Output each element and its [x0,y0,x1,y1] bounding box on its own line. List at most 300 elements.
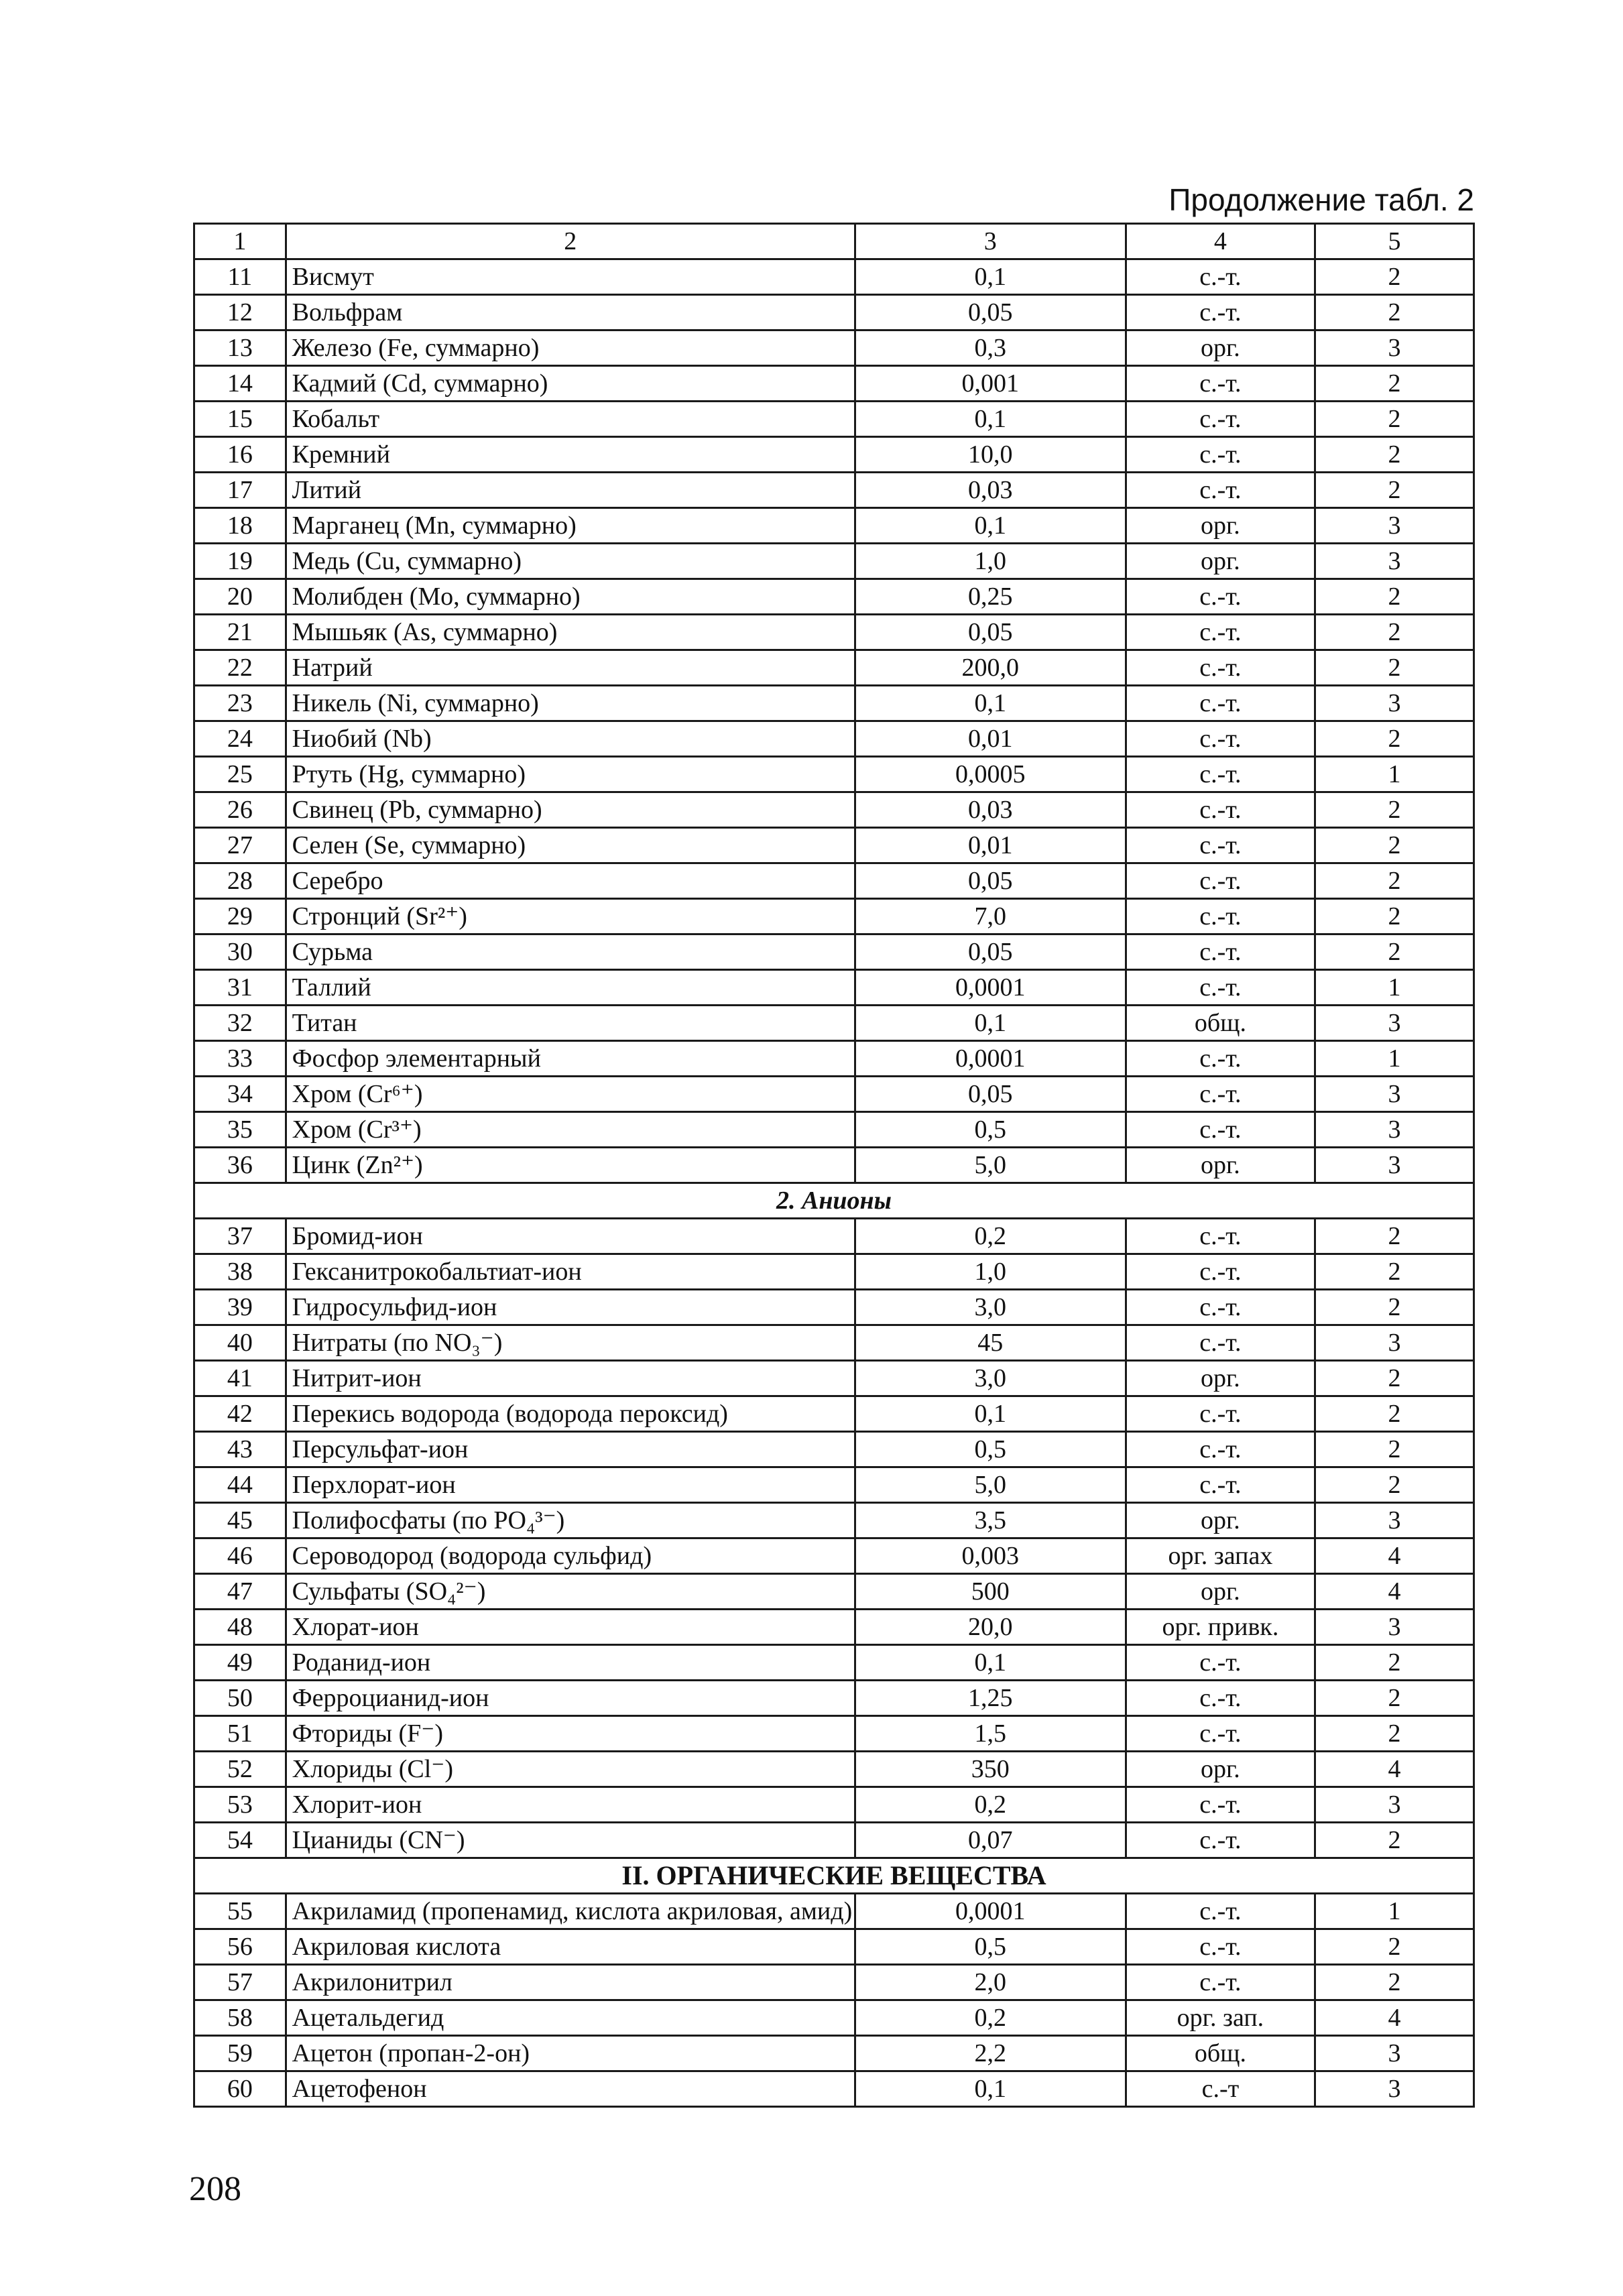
substance-name-cell: Кремний [286,437,855,473]
row-number-cell: 29 [194,899,286,934]
substance-name-cell: Сероводород (водорода сульфид) [286,1538,855,1574]
hazard-class-cell: 2 [1315,828,1474,863]
concentration-cell: 0,0001 [855,970,1126,1006]
hazard-indicator-cell: с.-т. [1126,863,1315,899]
hazard-indicator-cell: орг. [1126,1503,1315,1538]
concentration-cell: 3,0 [855,1361,1126,1396]
row-number-cell: 23 [194,686,286,721]
table-row [194,1645,1474,1681]
hazard-class-cell: 1 [1315,1894,1474,1929]
hazard-indicator-cell: с.-т. [1126,295,1315,330]
hazard-class-cell: 2 [1315,1361,1474,1396]
concentration-cell: 0,0001 [855,1894,1126,1929]
hazard-indicator-cell: с.-т. [1126,1645,1315,1681]
hazard-indicator-cell: орг. [1126,544,1315,579]
table-caption: Продолжение табл. 2 [1168,182,1474,217]
table-row [194,1929,1474,1965]
substance-name-cell: Таллий [286,970,855,1006]
row-number-cell: 59 [194,2036,286,2071]
substance-name-cell: Ртуть (Hg, суммарно) [286,757,855,792]
concentration-cell: 0,2 [855,1787,1126,1823]
concentration-cell: 0,01 [855,721,1126,757]
table-row [194,1467,1474,1503]
table-row [194,295,1474,330]
row-number-cell: 51 [194,1716,286,1752]
section-heading-row [194,1183,1474,1219]
concentration-cell: 10,0 [855,437,1126,473]
concentration-cell: 1,5 [855,1716,1126,1752]
hazard-class-cell: 3 [1315,1006,1474,1041]
hazard-class-cell: 4 [1315,1752,1474,1787]
hazard-indicator-cell: с.-т. [1126,402,1315,437]
header-cell-5: 5 [1315,224,1474,259]
concentration-cell: 0,3 [855,330,1126,366]
concentration-cell: 0,05 [855,615,1126,650]
hazard-class-cell: 2 [1315,1219,1474,1254]
row-number-cell: 56 [194,1929,286,1965]
concentration-cell: 0,5 [855,1929,1126,1965]
hazard-indicator-cell: с.-т. [1126,1254,1315,1290]
hazard-indicator-cell: с.-т. [1126,615,1315,650]
table-row [194,1503,1474,1538]
hazard-indicator-cell: с.-т. [1126,686,1315,721]
row-number-cell: 50 [194,1681,286,1716]
concentration-cell: 0,1 [855,508,1126,544]
concentration-cell: 200,0 [855,650,1126,686]
table-row [194,2071,1474,2107]
substance-name-cell: Кадмий (Cd, суммарно) [286,366,855,402]
row-number-cell: 25 [194,757,286,792]
substance-name-cell: Серебро [286,863,855,899]
hazard-indicator-cell: с.-т. [1126,828,1315,863]
concentration-cell: 0,0001 [855,1041,1126,1077]
row-number-cell: 54 [194,1823,286,1858]
row-number-cell: 16 [194,437,286,473]
page-number: 208 [189,2170,241,2208]
table-row [194,828,1474,863]
concentration-cell: 0,001 [855,366,1126,402]
hazard-indicator-cell: орг. запах [1126,1538,1315,1574]
table-row [194,1219,1474,1254]
concentration-cell: 2,0 [855,1965,1126,2000]
hazard-class-cell: 2 [1315,1254,1474,1290]
hazard-indicator-cell: орг. привк. [1126,1610,1315,1645]
hazard-indicator-cell: с.-т. [1126,1467,1315,1503]
hazard-indicator-cell: орг. [1126,330,1315,366]
substance-name-cell: Ферроцианид-ион [286,1681,855,1716]
substance-name-cell: Ацетофенон [286,2071,855,2107]
hazard-indicator-cell: с.-т. [1126,1929,1315,1965]
table-row [194,1148,1474,1183]
concentration-cell: 0,03 [855,792,1126,828]
row-number-cell: 33 [194,1041,286,1077]
concentration-cell: 0,05 [855,1077,1126,1112]
concentration-cell: 20,0 [855,1610,1126,1645]
substance-name-cell: Свинец (Pb, суммарно) [286,792,855,828]
hazard-class-cell: 2 [1315,1716,1474,1752]
table-row [194,1716,1474,1752]
row-number-cell: 34 [194,1077,286,1112]
row-number-cell: 47 [194,1574,286,1610]
header-cell-3: 3 [855,224,1126,259]
row-number-cell: 28 [194,863,286,899]
hazard-class-cell: 3 [1315,2036,1474,2071]
concentration-cell: 0,01 [855,828,1126,863]
table-row [194,2036,1474,2071]
hazard-class-cell: 2 [1315,1290,1474,1325]
row-number-cell: 30 [194,934,286,970]
table-body [194,224,1474,2107]
row-number-cell: 11 [194,259,286,295]
hazard-indicator-cell: с.-т. [1126,1823,1315,1858]
concentration-cell: 0,1 [855,686,1126,721]
row-number-cell: 18 [194,508,286,544]
table-row [194,1396,1474,1432]
substance-name-cell: Перекись водорода (водорода пероксид) [286,1396,855,1432]
substance-name-cell: Фосфор элементарный [286,1041,855,1077]
hazard-class-cell: 3 [1315,544,1474,579]
hazard-indicator-cell: с.-т. [1126,1325,1315,1361]
hazard-indicator-cell: с.-т [1126,2071,1315,2107]
concentration-cell: 1,0 [855,1254,1126,1290]
substance-name-cell: Висмут [286,259,855,295]
substance-name-cell: Натрий [286,650,855,686]
table-row [194,615,1474,650]
row-number-cell: 49 [194,1645,286,1681]
substance-name-cell: Никель (Ni, суммарно) [286,686,855,721]
substance-name-cell: Молибден (Mo, суммарно) [286,579,855,615]
table-row [194,437,1474,473]
concentration-cell: 0,5 [855,1112,1126,1148]
table-row [194,1538,1474,1574]
substance-name-cell: Титан [286,1006,855,1041]
hazard-class-cell: 2 [1315,721,1474,757]
hazard-indicator-cell: с.-т. [1126,1396,1315,1432]
concentration-cell: 0,1 [855,259,1126,295]
table-row [194,934,1474,970]
table-row [194,259,1474,295]
table-row [194,579,1474,615]
row-number-cell: 32 [194,1006,286,1041]
hazard-class-cell: 3 [1315,1610,1474,1645]
substance-name-cell: Хром (Cr⁶⁺) [286,1077,855,1112]
hazard-class-cell: 1 [1315,757,1474,792]
hazard-class-cell: 3 [1315,2071,1474,2107]
hazard-indicator-cell: орг. [1126,1574,1315,1610]
hazard-class-cell: 1 [1315,970,1474,1006]
hazard-indicator-cell: с.-т. [1126,579,1315,615]
table-row [194,650,1474,686]
row-number-cell: 46 [194,1538,286,1574]
row-number-cell: 55 [194,1894,286,1929]
row-number-cell: 20 [194,579,286,615]
row-number-cell: 60 [194,2071,286,2107]
table-row [194,721,1474,757]
hazard-class-cell: 2 [1315,259,1474,295]
table-row [194,1006,1474,1041]
table-row [194,1077,1474,1112]
hazard-class-cell: 2 [1315,863,1474,899]
concentration-cell: 0,5 [855,1432,1126,1467]
substance-name-cell: Гидросульфид-ион [286,1290,855,1325]
concentration-cell: 0,1 [855,2071,1126,2107]
table-row [194,1965,1474,2000]
hazard-indicator-cell: общ. [1126,2036,1315,2071]
substance-name-cell: Перхлорат-ион [286,1467,855,1503]
hazard-class-cell: 2 [1315,1432,1474,1467]
row-number-cell: 45 [194,1503,286,1538]
concentration-cell: 500 [855,1574,1126,1610]
hazard-indicator-cell: с.-т. [1126,1041,1315,1077]
substance-name-cell: Акриламид (пропенамид, кислота акриловая, амид) [286,1894,855,1929]
hazard-indicator-cell: с.-т. [1126,1965,1315,2000]
concentration-cell: 5,0 [855,1148,1126,1183]
substance-name-cell: Марганец (Mn, суммарно) [286,508,855,544]
concentration-cell: 0,1 [855,1396,1126,1432]
substances-table [193,223,1475,2108]
hazard-indicator-cell: с.-т. [1126,934,1315,970]
hazard-class-cell: 2 [1315,792,1474,828]
concentration-cell: 0,25 [855,579,1126,615]
hazard-class-cell: 2 [1315,650,1474,686]
substance-name-cell: Ниобий (Nb) [286,721,855,757]
row-number-cell: 58 [194,2000,286,2036]
substance-name-cell: Нитрит-ион [286,1361,855,1396]
substance-name-cell: Мышьяк (As, суммарно) [286,615,855,650]
hazard-class-cell: 2 [1315,1823,1474,1858]
concentration-cell: 0,003 [855,1538,1126,1574]
table-row [194,1112,1474,1148]
substance-name-cell: Хлорит-ион [286,1787,855,1823]
row-number-cell: 27 [194,828,286,863]
hazard-indicator-cell: с.-т. [1126,473,1315,508]
row-number-cell: 35 [194,1112,286,1148]
concentration-cell: 0,03 [855,473,1126,508]
hazard-indicator-cell: с.-т. [1126,970,1315,1006]
substance-name-cell: Сульфаты (SO₄²⁻) [286,1574,855,1610]
hazard-indicator-cell: с.-т. [1126,437,1315,473]
concentration-cell: 0,2 [855,2000,1126,2036]
hazard-indicator-cell: с.-т. [1126,259,1315,295]
hazard-class-cell: 3 [1315,330,1474,366]
hazard-class-cell: 2 [1315,473,1474,508]
table-row [194,757,1474,792]
substance-name-cell: Цианиды (CN⁻) [286,1823,855,1858]
row-number-cell: 44 [194,1467,286,1503]
hazard-class-cell: 2 [1315,437,1474,473]
hazard-indicator-cell: с.-т. [1126,366,1315,402]
hazard-indicator-cell: с.-т. [1126,1894,1315,1929]
hazard-class-cell: 2 [1315,1396,1474,1432]
substance-name-cell: Ацетон (пропан-2-он) [286,2036,855,2071]
substance-name-cell: Хром (Cr³⁺) [286,1112,855,1148]
substance-name-cell: Вольфрам [286,295,855,330]
hazard-indicator-cell: с.-т. [1126,1716,1315,1752]
substance-name-cell: Селен (Se, суммарно) [286,828,855,863]
substance-name-cell: Кобальт [286,402,855,437]
table-row [194,1610,1474,1645]
concentration-cell: 0,1 [855,1645,1126,1681]
substance-name-cell: Хлориды (Cl⁻) [286,1752,855,1787]
hazard-indicator-cell: орг. [1126,1361,1315,1396]
row-number-cell: 24 [194,721,286,757]
row-number-cell: 12 [194,295,286,330]
header-cell-2: 2 [286,224,855,259]
hazard-indicator-cell: орг. зап. [1126,2000,1315,2036]
hazard-indicator-cell: общ. [1126,1006,1315,1041]
hazard-class-cell: 2 [1315,1467,1474,1503]
concentration-cell: 0,07 [855,1823,1126,1858]
concentration-cell: 3,5 [855,1503,1126,1538]
hazard-indicator-cell: орг. [1126,1752,1315,1787]
row-number-cell: 53 [194,1787,286,1823]
concentration-cell: 1,0 [855,544,1126,579]
hazard-class-cell: 2 [1315,1645,1474,1681]
substance-name-cell: Сурьма [286,934,855,970]
section-heading: II. ОРГАНИЧЕСКИЕ ВЕЩЕСТВА [194,1858,1474,1894]
hazard-indicator-cell: с.-т. [1126,792,1315,828]
table-row [194,1432,1474,1467]
substance-name-cell: Ацетальдегид [286,2000,855,2036]
substance-name-cell: Литий [286,473,855,508]
row-number-cell: 38 [194,1254,286,1290]
hazard-class-cell: 2 [1315,402,1474,437]
hazard-class-cell: 4 [1315,1538,1474,1574]
hazard-class-cell: 3 [1315,1148,1474,1183]
table-row [194,508,1474,544]
table-row [194,863,1474,899]
row-number-cell: 37 [194,1219,286,1254]
table-row [194,899,1474,934]
substance-name-cell: Акриловая кислота [286,1929,855,1965]
table-row [194,970,1474,1006]
row-number-cell: 15 [194,402,286,437]
hazard-indicator-cell: с.-т. [1126,1077,1315,1112]
hazard-class-cell: 2 [1315,579,1474,615]
concentration-cell: 3,0 [855,1290,1126,1325]
concentration-cell: 0,0005 [855,757,1126,792]
row-number-cell: 48 [194,1610,286,1645]
hazard-indicator-cell: с.-т. [1126,1787,1315,1823]
row-number-cell: 43 [194,1432,286,1467]
substance-name-cell: Гексанитрокобальтиат-ион [286,1254,855,1290]
table-row [194,1823,1474,1858]
table-row [194,1361,1474,1396]
hazard-indicator-cell: орг. [1126,508,1315,544]
hazard-indicator-cell: с.-т. [1126,757,1315,792]
hazard-class-cell: 2 [1315,1681,1474,1716]
concentration-cell: 0,05 [855,295,1126,330]
concentration-cell: 0,05 [855,934,1126,970]
table-row [194,1254,1474,1290]
table-row [194,1787,1474,1823]
substance-name-cell: Цинк (Zn²⁺) [286,1148,855,1183]
row-number-cell: 19 [194,544,286,579]
hazard-class-cell: 2 [1315,1965,1474,2000]
hazard-class-cell: 3 [1315,1077,1474,1112]
concentration-cell: 0,05 [855,863,1126,899]
substance-name-cell: Роданид-ион [286,1645,855,1681]
hazard-class-cell: 3 [1315,508,1474,544]
table-row [194,473,1474,508]
concentration-cell: 7,0 [855,899,1126,934]
hazard-class-cell: 4 [1315,1574,1474,1610]
hazard-class-cell: 3 [1315,1503,1474,1538]
concentration-cell: 1,25 [855,1681,1126,1716]
concentration-cell: 0,1 [855,1006,1126,1041]
row-number-cell: 21 [194,615,286,650]
table-row [194,1681,1474,1716]
substance-name-cell: Нитраты (по NO₃⁻) [286,1325,855,1361]
table-row [194,402,1474,437]
table-row [194,686,1474,721]
table-row [194,792,1474,828]
table-header-row [194,224,1474,259]
table-row [194,366,1474,402]
substance-name-cell: Железо (Fe, суммарно) [286,330,855,366]
row-number-cell: 42 [194,1396,286,1432]
table-row [194,1574,1474,1610]
hazard-indicator-cell: с.-т. [1126,1290,1315,1325]
substance-name-cell: Бромид-ион [286,1219,855,1254]
hazard-class-cell: 3 [1315,1112,1474,1148]
substance-name-cell: Акрилонитрил [286,1965,855,2000]
concentration-cell: 45 [855,1325,1126,1361]
header-cell-1: 1 [194,224,286,259]
substance-name-cell: Стронций (Sr²⁺) [286,899,855,934]
hazard-class-cell: 2 [1315,295,1474,330]
hazard-indicator-cell: с.-т. [1126,1112,1315,1148]
hazard-indicator-cell: с.-т. [1126,1432,1315,1467]
row-number-cell: 14 [194,366,286,402]
hazard-indicator-cell: с.-т. [1126,1681,1315,1716]
table-row [194,1752,1474,1787]
table-row [194,1894,1474,1929]
row-number-cell: 41 [194,1361,286,1396]
section-heading-row [194,1858,1474,1894]
row-number-cell: 39 [194,1290,286,1325]
table-row [194,2000,1474,2036]
hazard-class-cell: 1 [1315,1041,1474,1077]
concentration-cell: 0,2 [855,1219,1126,1254]
hazard-class-cell: 3 [1315,1325,1474,1361]
hazard-indicator-cell: с.-т. [1126,650,1315,686]
hazard-indicator-cell: с.-т. [1126,721,1315,757]
concentration-cell: 350 [855,1752,1126,1787]
section-heading: 2. Анионы [194,1183,1474,1219]
row-number-cell: 22 [194,650,286,686]
concentration-cell: 0,1 [855,402,1126,437]
row-number-cell: 31 [194,970,286,1006]
substance-name-cell: Медь (Cu, суммарно) [286,544,855,579]
row-number-cell: 17 [194,473,286,508]
row-number-cell: 40 [194,1325,286,1361]
substance-name-cell: Полифосфаты (по PO₄³⁻) [286,1503,855,1538]
concentration-cell: 2,2 [855,2036,1126,2071]
table-row [194,544,1474,579]
hazard-class-cell: 4 [1315,2000,1474,2036]
hazard-class-cell: 3 [1315,1787,1474,1823]
hazard-class-cell: 2 [1315,934,1474,970]
hazard-class-cell: 2 [1315,615,1474,650]
row-number-cell: 52 [194,1752,286,1787]
hazard-class-cell: 2 [1315,1929,1474,1965]
row-number-cell: 57 [194,1965,286,2000]
row-number-cell: 26 [194,792,286,828]
hazard-indicator-cell: орг. [1126,1148,1315,1183]
header-cell-4: 4 [1126,224,1315,259]
hazard-class-cell: 3 [1315,686,1474,721]
